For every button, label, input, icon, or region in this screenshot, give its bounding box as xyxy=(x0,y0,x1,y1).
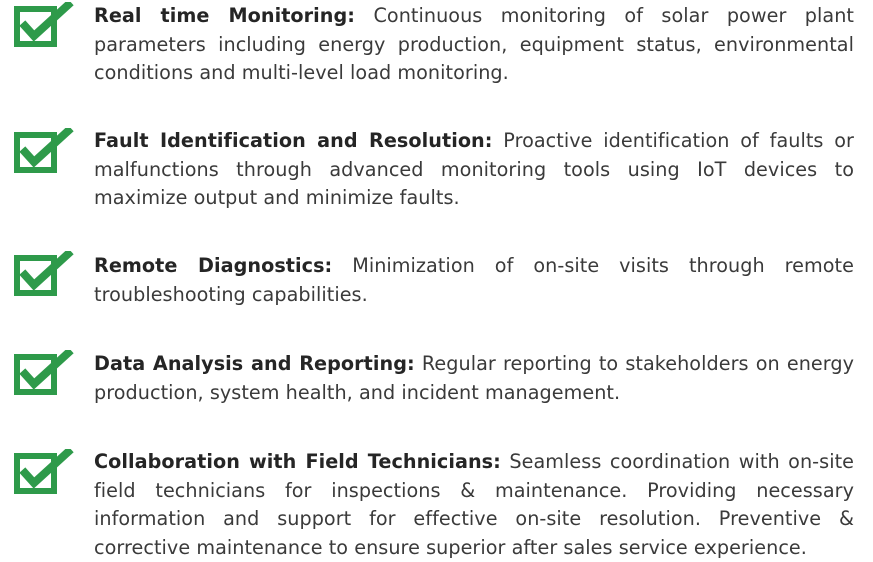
feature-title: Real time Monitoring: xyxy=(94,4,356,27)
green-checkbox-icon xyxy=(14,251,76,299)
feature-text xyxy=(94,252,854,309)
green-checkbox-icon xyxy=(14,449,76,497)
feature-description: Continuous monitoring of solar power plant parameters including energy production, equipment status, environmental conditions and multi-level load monitoring. xyxy=(94,4,855,85)
feature-title: Fault Identification and Resolution: xyxy=(94,129,493,152)
feature-text xyxy=(94,2,854,88)
feature-title: Data Analysis and Reporting: xyxy=(94,352,415,375)
feature-text xyxy=(94,350,854,407)
green-checkbox-icon xyxy=(14,128,76,176)
feature-description: Seamless coordination with on-site field technicians for inspections & maintenance. Providing necessary information and support for effective on-site resolution. Preventive & corrective maintenance to ensure superior after sales service experience. xyxy=(94,450,854,559)
green-checkbox-icon xyxy=(14,350,76,398)
feature-description: Regular reporting to stakeholders on energy production, system health, and incident management. xyxy=(94,352,854,404)
feature-description: Proactive identification of faults or malfunctions through advanced monitoring tools using IoT devices to maximize output and minimize faults. xyxy=(94,129,854,210)
green-checkbox-icon xyxy=(14,2,76,50)
feature-description: Minimization of on-site visits through remote troubleshooting capabilities. xyxy=(94,254,854,306)
feature-text xyxy=(94,448,854,562)
feature-title: Collaboration with Field Technicians: xyxy=(94,450,501,473)
feature-text xyxy=(94,127,854,213)
feature-title: Remote Diagnostics: xyxy=(94,254,333,277)
